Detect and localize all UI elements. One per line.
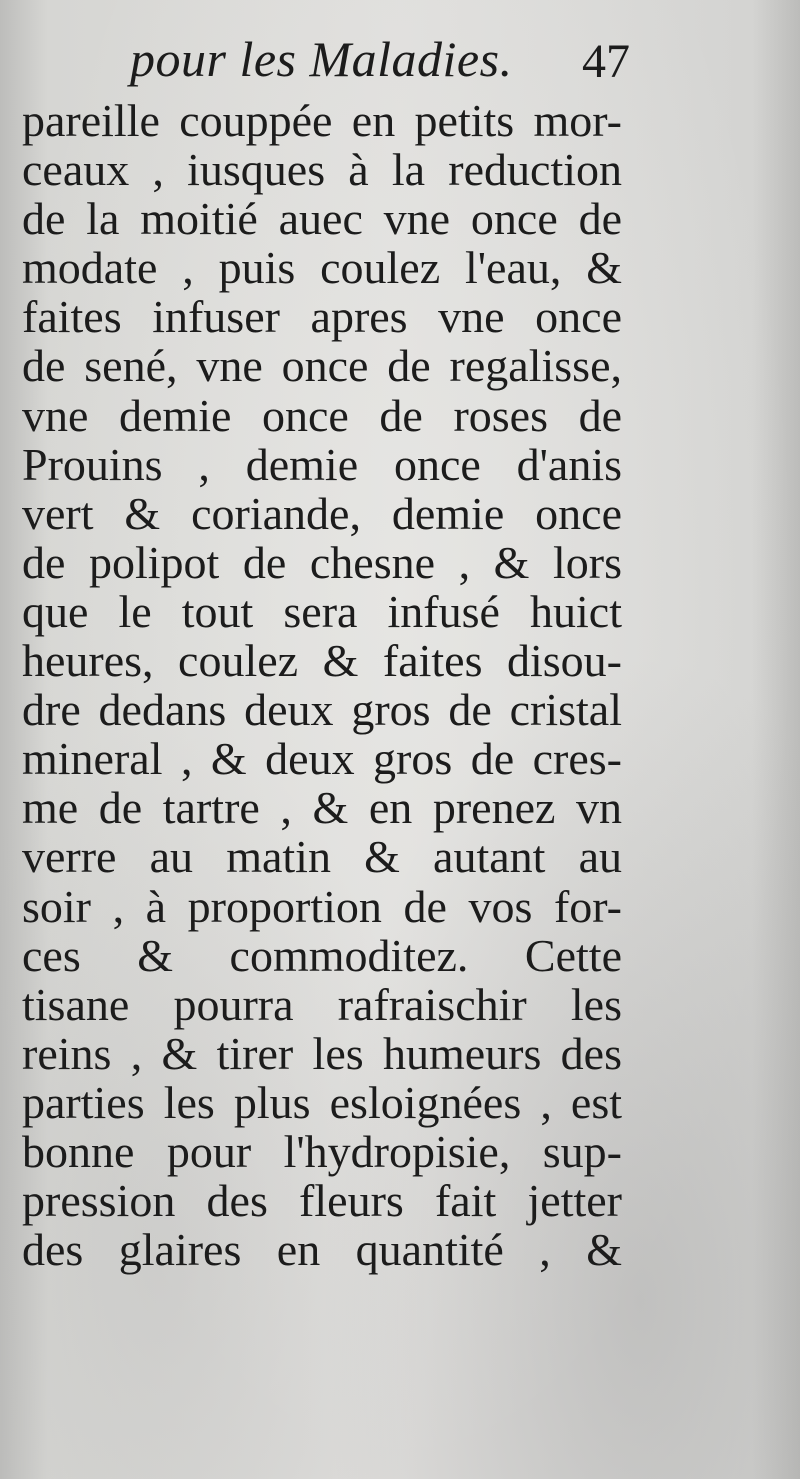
page-number: 47 — [582, 35, 630, 88]
text-line: vne demie once de roses de — [22, 389, 622, 441]
text-line: des glaires en quantité , & — [22, 1224, 622, 1276]
body-text — [22, 96, 622, 1274]
text-line: soir , à proportion de vos for- — [22, 880, 622, 932]
text-line: bonne pour l'hydropisie, sup- — [22, 1125, 622, 1177]
text-line: de sené, vne once de regalisse, — [22, 340, 622, 392]
text-line: de la moitié auec vne once de — [22, 193, 622, 245]
text-line: parties les plus esloignées , est — [22, 1076, 622, 1128]
text-line: faites infuser apres vne once — [22, 291, 622, 343]
text-line: mineral , & deux gros de cres- — [22, 733, 622, 785]
text-line: heures, coulez & faites disou- — [22, 635, 622, 687]
text-line: pression des fleurs fait jetter — [22, 1175, 622, 1227]
text-line: me de tartre , & en prenez vn — [22, 782, 622, 834]
text-line: Prouins , demie once d'anis — [22, 438, 622, 490]
text-line: pareille couppée en petits mor- — [22, 95, 622, 146]
text-line: reins , & tirer les humeurs des — [22, 1027, 622, 1079]
text-line: ces & commoditez. Cette — [22, 929, 622, 981]
text-line: que le tout sera infusé huict — [22, 585, 622, 637]
page-header — [130, 28, 630, 90]
text-line: verre au matin & autant au — [22, 831, 622, 883]
text-line: vert & coriande, demie once — [22, 487, 622, 539]
text-line: de polipot de chesne , & lors — [22, 536, 622, 588]
text-line: dre dedans deux gros de cristal — [22, 684, 622, 736]
text-line: modate , puis coulez l'eau, & — [22, 242, 622, 294]
text-line: tisane pourra rafraischir les — [22, 978, 622, 1030]
text-line: ceaux , iusques à la reduction — [22, 144, 622, 196]
running-head: pour les Maladies. — [130, 31, 513, 87]
